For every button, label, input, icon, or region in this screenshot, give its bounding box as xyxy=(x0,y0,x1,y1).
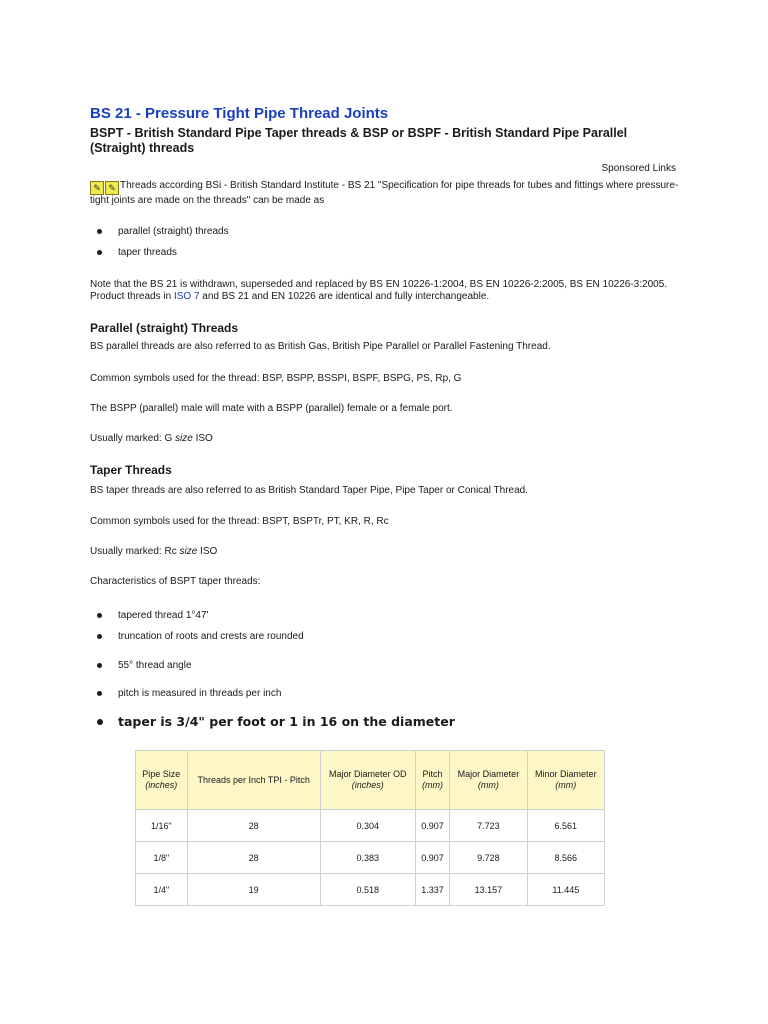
table-cell: 0.518 xyxy=(320,874,415,906)
table-cell: 0.304 xyxy=(320,810,415,842)
taper-heading: Taper Threads xyxy=(90,463,172,477)
marking-suffix: ISO xyxy=(192,433,213,444)
header-label: Major Diameter xyxy=(457,769,520,779)
marking-prefix: Usually marked: G xyxy=(90,433,176,444)
intro-text: Threads according BSi - British Standard Institute - BS 21 "Specification for pipe threads for tubes and fittings where pressure-tight joints are made on the threads" can be made as xyxy=(90,180,679,206)
taper-p1: BS taper threads are also referred to as British Standard Taper Pipe, Pipe Taper or Conical Thread. xyxy=(90,485,529,496)
table-cell: 9.728 xyxy=(450,842,527,874)
parallel-heading: Parallel (straight) Threads xyxy=(90,321,239,335)
table-cell: 0.907 xyxy=(415,810,450,842)
iso7-link[interactable]: ISO 7 xyxy=(173,291,200,302)
marking-size: size xyxy=(175,433,193,444)
table-header-row xyxy=(136,751,605,810)
parallel-symbols: Common symbols used for the thread: BSP, BSPP, BSSPI, BSPF, BSPG, PS, Rp, G xyxy=(90,373,462,384)
marking-suffix: ISO xyxy=(197,546,218,557)
note-text: Note that the BS 21 is withdrawn, superseded and replaced by BS EN 10226-1:2004, BS EN 10226-2:2005, BS EN 10226-3:2005. Product threads in xyxy=(90,279,668,302)
table-header-cell xyxy=(415,751,450,810)
taper-rate-item: taper is 3/4" per foot or 1 in 16 on the diameter xyxy=(90,714,455,729)
table-row xyxy=(136,874,605,906)
note-paragraph xyxy=(90,279,680,303)
header-unit: (inches) xyxy=(351,780,384,790)
sponsored-links-label: Sponsored Links xyxy=(601,163,676,174)
page-title: BS 21 - Pressure Tight Pipe Thread Joints xyxy=(90,105,389,122)
table-cell: 1/8" xyxy=(136,842,188,874)
table-cell: 0.383 xyxy=(320,842,415,874)
list-item: truncation of roots and crests are rounded xyxy=(90,631,304,643)
list-item: pitch is measured in threads per inch xyxy=(90,688,281,700)
table-cell: 0.907 xyxy=(415,842,450,874)
list-item: tapered thread 1°47' xyxy=(90,610,208,622)
page-subtitle: BSPT - British Standard Pipe Taper threads & BSP or BSPF - British Standard Pipe Parallel (Straight) threads xyxy=(90,126,628,155)
table-header-cell xyxy=(450,751,527,810)
list-item: parallel (straight) threads xyxy=(90,226,229,238)
table-row xyxy=(136,842,605,874)
intro-paragraph xyxy=(90,180,680,207)
header-label: Threads per Inch TPI - Pitch xyxy=(197,774,310,785)
table-header-cell xyxy=(527,751,604,810)
table-cell: 28 xyxy=(187,810,320,842)
header-unit: (mm) xyxy=(477,780,499,790)
table-row xyxy=(136,810,605,842)
taper-characteristics-intro: Characteristics of BSPT taper threads: xyxy=(90,576,261,587)
table-cell: 13.157 xyxy=(450,874,527,906)
table-header-cell xyxy=(320,751,415,810)
table-cell: 8.566 xyxy=(527,842,604,874)
header-unit: (inches) xyxy=(145,780,178,790)
header-label: Major Diameter OD xyxy=(328,769,407,779)
edit-icon[interactable]: ✎ xyxy=(105,181,119,195)
marking-size: size xyxy=(179,546,198,557)
header-unit: (mm) xyxy=(421,780,443,790)
taper-symbols: Common symbols used for the thread: BSPT, BSPTr, PT, KR, R, Rc xyxy=(90,516,389,527)
taper-marking xyxy=(90,546,680,558)
header-label: Pipe Size xyxy=(142,769,181,779)
table-cell: 1.337 xyxy=(415,874,450,906)
table-header-cell xyxy=(136,751,188,810)
table-cell: 28 xyxy=(187,842,320,874)
table-cell: 6.561 xyxy=(527,810,604,842)
parallel-mate: The BSPP (parallel) male will mate with a BSPP (parallel) female or a female port. xyxy=(90,403,453,414)
parallel-p1: BS parallel threads are also referred to as British Gas, British Pipe Parallel or Parallel Fastening Thread. xyxy=(90,341,551,352)
table-cell: 11.445 xyxy=(527,874,604,906)
table-body xyxy=(136,810,605,906)
header-label: Pitch xyxy=(422,769,443,779)
table-cell: 7.723 xyxy=(450,810,527,842)
marking-prefix: Usually marked: Rc xyxy=(90,546,180,557)
table-cell: 1/4" xyxy=(136,874,188,906)
table-cell: 19 xyxy=(187,874,320,906)
header-label: Minor Diameter xyxy=(535,769,597,779)
edit-icon[interactable]: ✎ xyxy=(90,181,104,195)
header-unit: (mm) xyxy=(555,780,577,790)
table-header-cell xyxy=(187,751,320,810)
edit-icons[interactable] xyxy=(90,181,120,195)
parallel-marking xyxy=(90,433,680,445)
list-item: taper threads xyxy=(90,247,177,259)
thread-dimensions-table xyxy=(135,750,605,906)
table-cell: 1/16" xyxy=(136,810,188,842)
list-item: 55° thread angle xyxy=(90,660,192,672)
note-text-end: and BS 21 and EN 10226 are identical and fully interchangeable. xyxy=(199,291,490,302)
